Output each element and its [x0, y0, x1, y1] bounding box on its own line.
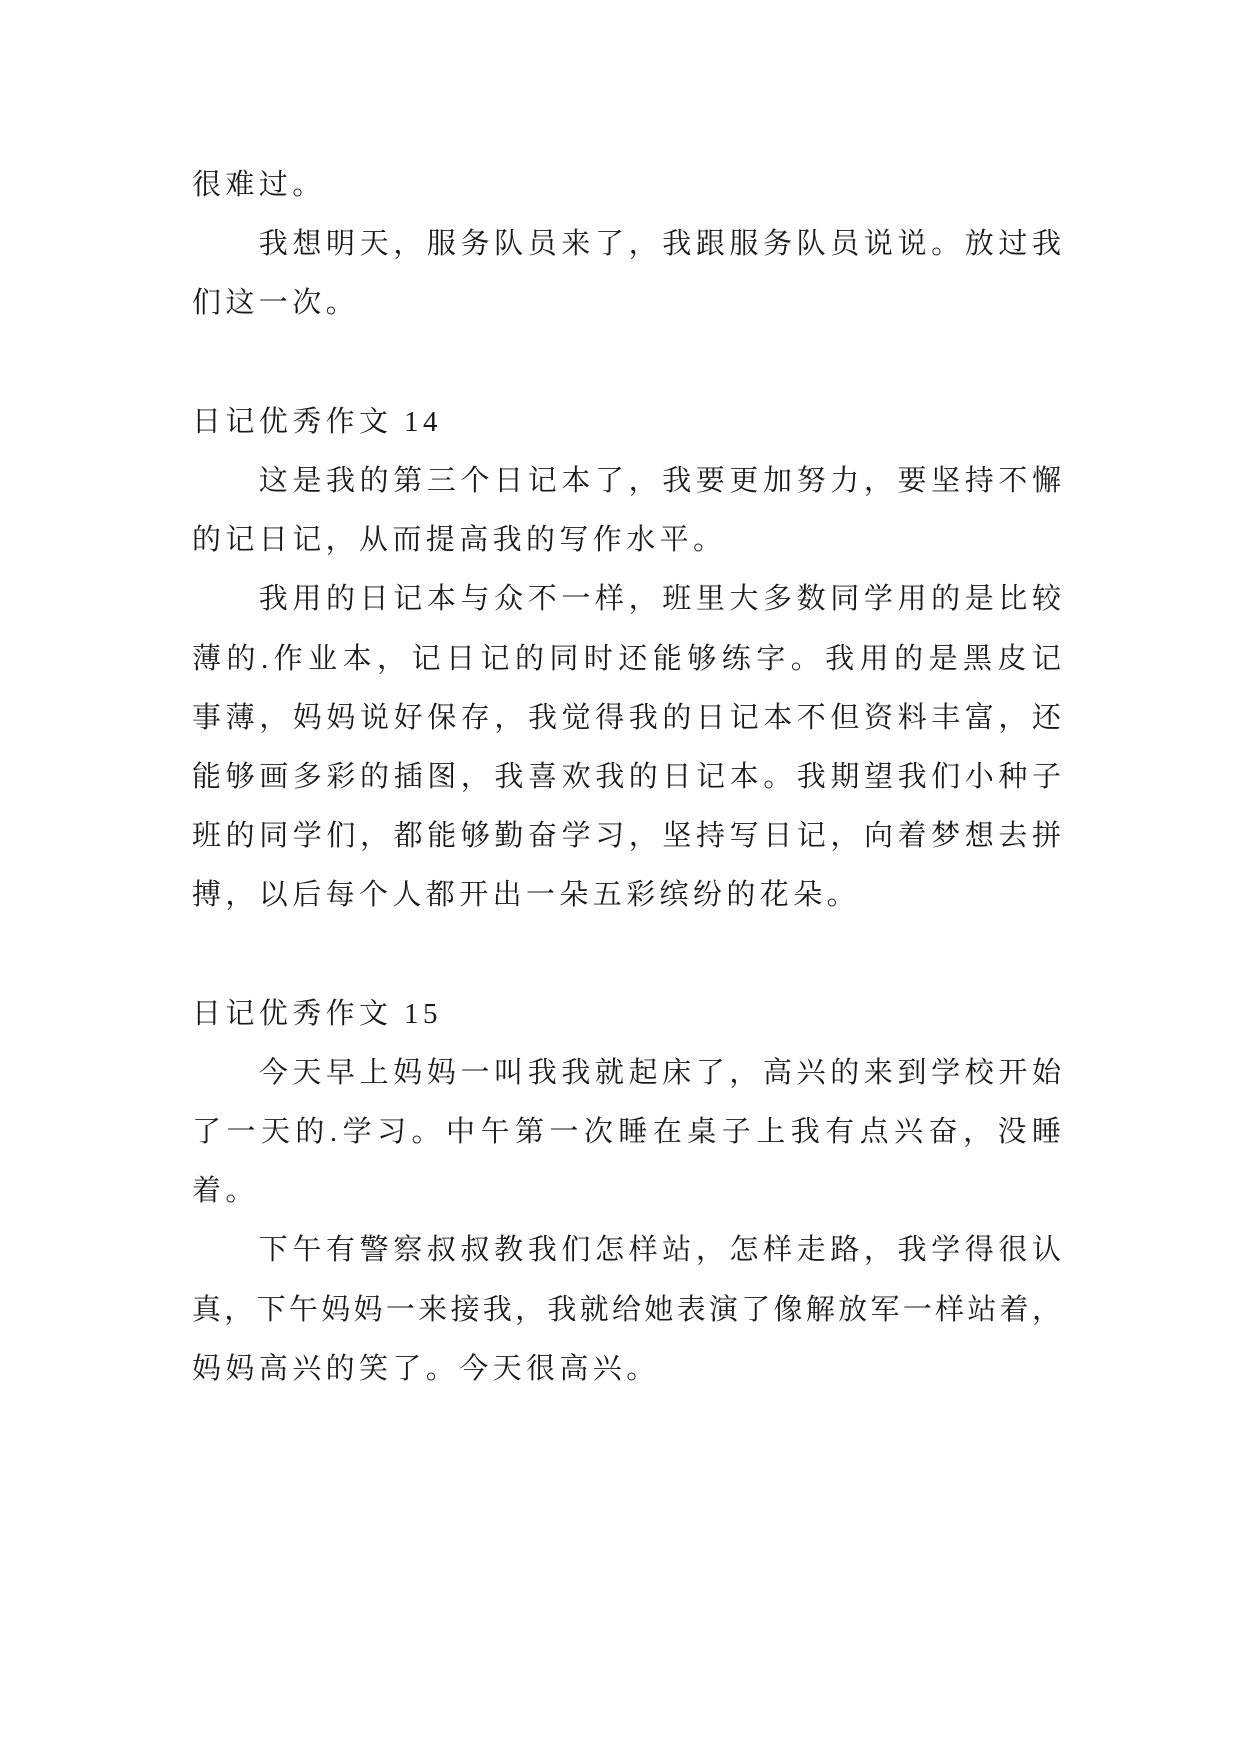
text-line: 这是我的第三个日记本了，我要更加努力，要坚持不懈 [258, 464, 1061, 497]
entry [192, 985, 1061, 1399]
paragraph [192, 570, 1061, 925]
text-line: 事薄，妈妈说好保存，我觉得我的日记本不但资料丰富，还 [192, 701, 1061, 734]
entry [192, 393, 1061, 926]
entry-heading: 日记优秀作文 14 [192, 405, 442, 438]
text-line: 我想明天，服务队员来了，我跟服务队员说说。放过我 [258, 228, 1061, 261]
paragraph [192, 215, 1061, 333]
paragraph [192, 1221, 1061, 1399]
paragraph [192, 452, 1061, 570]
paragraph [192, 156, 1061, 215]
text-line: 下午有警察叔叔教我们怎样站，怎样走路，我学得很认 [258, 1234, 1061, 1267]
blank-line [192, 334, 1061, 393]
text-line: 班的同学们，都能够勤奋学习，坚持写日记，向着梦想去拼 [192, 820, 1061, 853]
text-line: 真，下午妈妈一来接我，我就给她表演了像解放军一样站着， [192, 1293, 1061, 1326]
entry-heading: 日记优秀作文 15 [192, 997, 442, 1030]
document-body [192, 156, 1061, 1399]
text-line: 的记日记，从而提高我的写作水平。 [192, 524, 727, 557]
text-line: 着。 [192, 1175, 259, 1208]
blank-line [192, 925, 1061, 984]
text-line: 我用的日记本与众不一样，班里大多数同学用的是比较 [258, 583, 1061, 616]
text-line: 了一天的.学习。中午第一次睡在桌子上我有点兴奋，没睡 [192, 1116, 1061, 1148]
paragraph [192, 1044, 1061, 1222]
text-line: 今天早上妈妈一叫我我就起床了，高兴的来到学校开始 [258, 1056, 1061, 1089]
text-line: 很难过。 [192, 169, 326, 201]
text-line: 们这一次。 [192, 287, 360, 320]
text-line: 妈妈高兴的笑了。今天很高兴。 [192, 1352, 660, 1385]
text-line: 能够画多彩的插图，我喜欢我的日记本。我期望我们小种子 [192, 760, 1061, 793]
text-line: 搏，以后每个人都开出一朵五彩缤纷的花朵。 [192, 879, 861, 912]
text-line: 薄的.作业本，记日记的同时还能够练字。我用的是黑皮记 [192, 642, 1061, 675]
